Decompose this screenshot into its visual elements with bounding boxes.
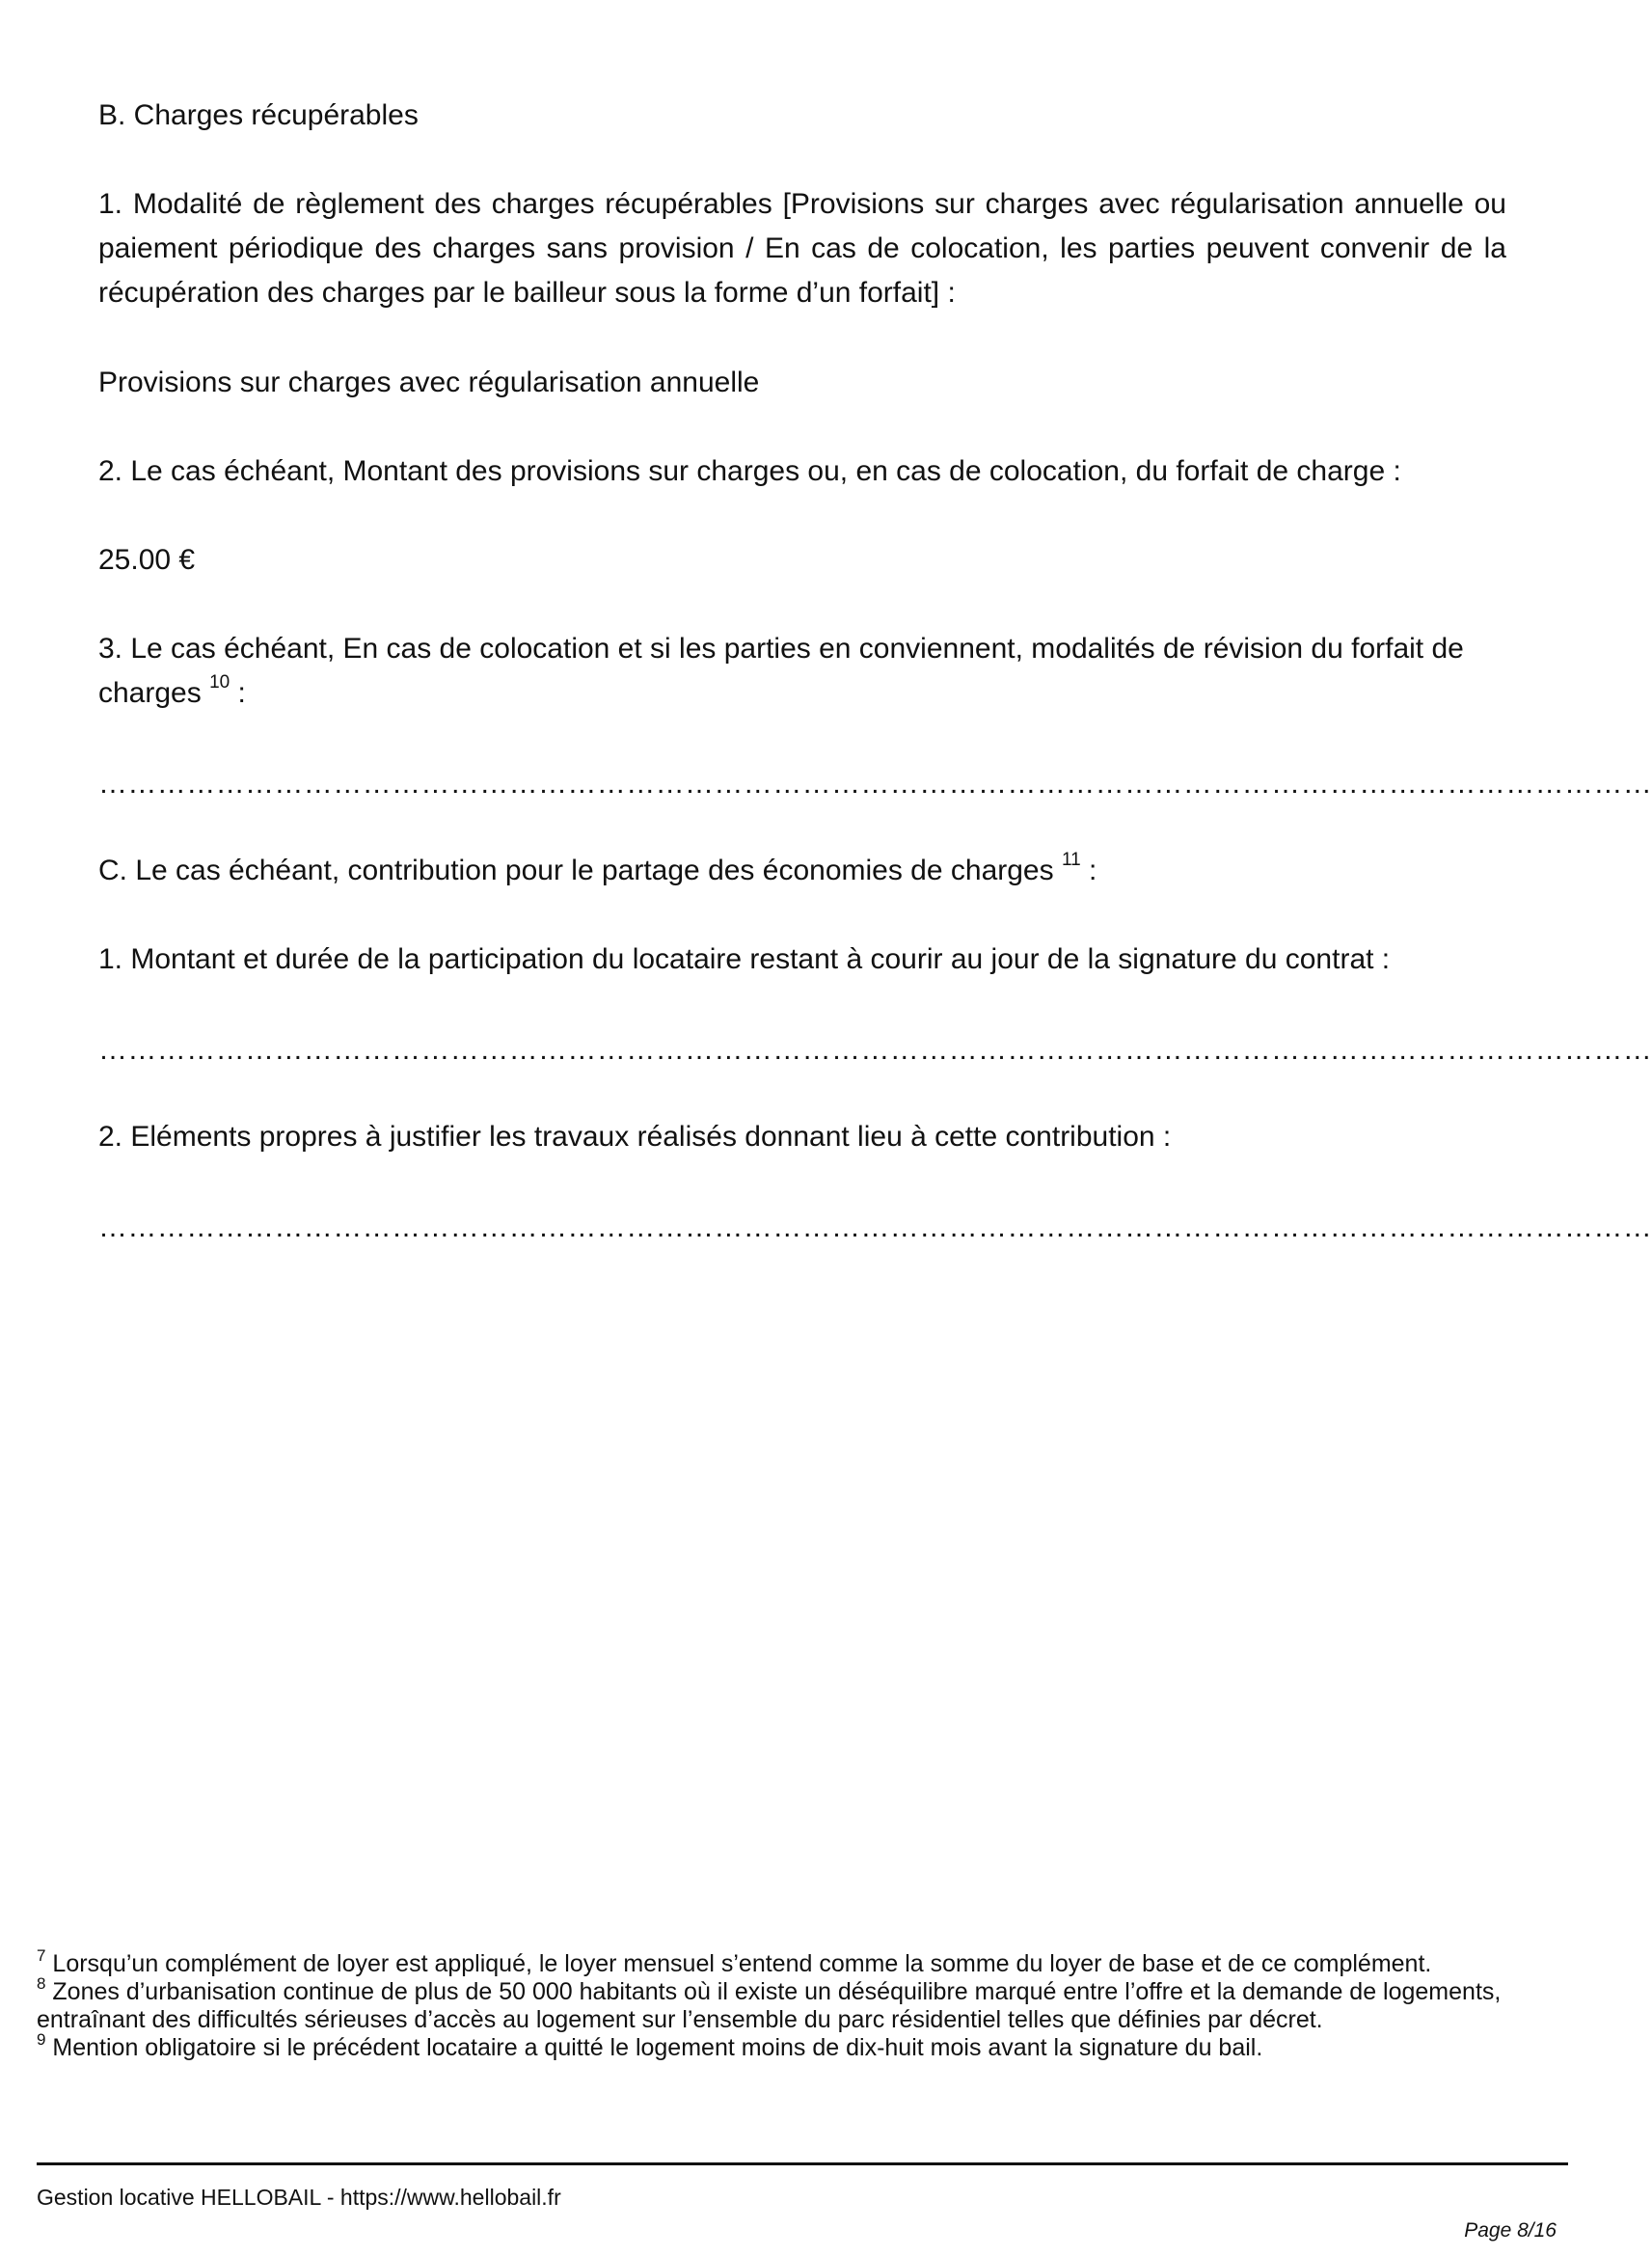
section-b-item-3-text [98,627,1506,716]
section-c-heading-label: C. Le cas échéant, contribution pour le partage des économies de charges [98,855,1054,886]
footnote-8 [37,1973,1560,2034]
section-b-item-2-text: 2. Le cas échéant, Montant des provisions sur charges ou, en cas de colocation, du forfait de charge : [98,455,1401,487]
footnote-8-number: 8 [37,1973,46,1993]
section-c-item-2-text: 2. Eléments propres à justifier les travaux réalisés donnant lieu à cette contribution : [98,1121,1172,1153]
footer-site-credit: Gestion locative HELLOBAIL - https://www.hellobail.fr [37,2185,561,2210]
footnote-9 [37,2029,1560,2062]
section-c-item-1-text: 1. Montant et durée de la participation du locataire restant à courir au jour de la signature du contrat : [98,943,1391,975]
section-c-item-1-blank: …………………………………………………………………………………………………………………………………………… [98,1034,1652,1066]
section-b-item-3-blank: …………………………………………………………………………………………………………………………………………… [98,768,1652,800]
footnote-9-number: 9 [37,2029,46,2049]
footnote-7 [37,1945,1560,1978]
page-number: Page 8/16 [1464,2219,1557,2242]
section-c-heading [98,849,1506,893]
section-b-item-1-value: Provisions sur charges avec régularisation annuelle [98,367,760,398]
section-b-item-2-value: 25.00 € [98,544,196,576]
section-c-item-2-blank: …………………………………………………………………………………………………………………………………………… [98,1211,1652,1243]
footer-divider [37,2162,1568,2165]
section-b-heading: B. Charges récupérables [98,99,419,131]
footnote-9-text: Mention obligatoire si le précédent locataire a quitté le logement moins de dix-huit mois avant la signature du bail. [45,2034,1263,2061]
section-c-heading-colon: : [1080,855,1097,886]
footnote-8-text: Zones d’urbanisation continue de plus de 50 000 habitants où il existe un déséquilibre marqué entre l’offre et la demande de logements, entraînant des difficultés sérieuses d’accès au logement sur l’ensemble du parc résidentiel telles que définies par décret. [37,1978,1502,2033]
section-b-item-3-colon: : [230,677,246,709]
footnote-ref-11: 11 [1061,850,1081,870]
footnotes [37,1945,1560,2062]
footnote-7-text: Lorsqu’un complément de loyer est appliqué, le loyer mensuel s’entend comme la somme du loyer de base et de ce complément. [45,1950,1432,1977]
footnote-7-number: 7 [37,1945,46,1965]
footnote-ref-10: 10 [209,672,230,693]
section-b-item-3-label: 3. Le cas échéant, En cas de colocation et si les parties en conviennent, modalités de révision du forfait de charges [98,633,1464,709]
section-b-item-1-text: 1. Modalité de règlement des charges récupérables [Provisions sur charges avec régularisation annuelle ou paiement périodique des charges sans provision / En cas de colocation, les parties peuvent convenir de la récupération des charges par le bailleur sous la forme d’un forfait] : [98,188,1506,309]
